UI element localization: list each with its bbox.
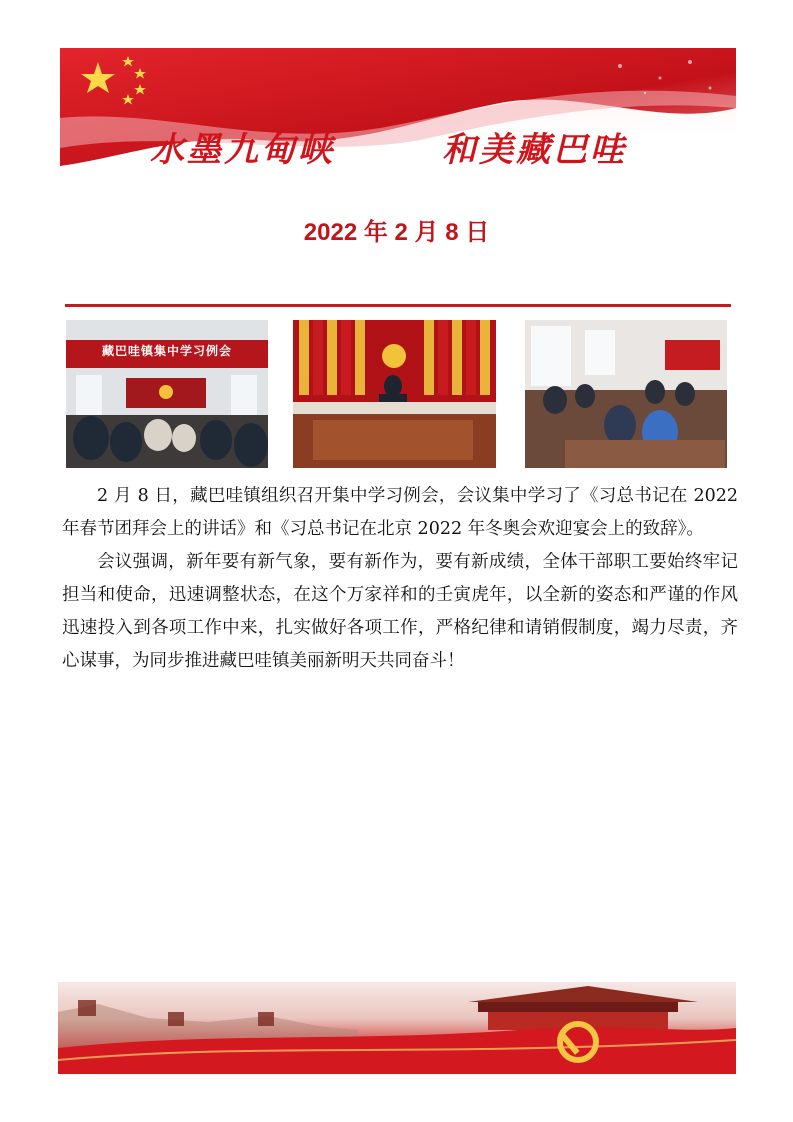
photo-podium [293, 320, 496, 468]
photo-caption: 藏巴哇镇集中学习例会 [101, 344, 232, 358]
banner-title-left: 水墨九甸峡 [150, 130, 335, 170]
header-banner [60, 48, 736, 174]
banner-title-right: 和美藏巴哇 [442, 130, 627, 170]
article-body [62, 480, 738, 678]
footer-banner [58, 982, 736, 1074]
photo-meeting-hall [66, 320, 268, 468]
footer-graphic [58, 982, 736, 1074]
divider-line [65, 304, 731, 307]
photo-attendees [525, 320, 727, 468]
issue-date: 2022 年 2 月 8 日 [303, 219, 490, 246]
party-emblem-icon [382, 344, 406, 368]
article-paragraph: 会议强调，新年要有新气象，要有新作为，要有新成绩，全体干部职工要始终牢记担当和使命，迅速调整状态，在这个万家祥和的壬寅虎年，以全新的姿态和严谨的作风迅速投入到各项工作中来，扎实做好各项工作，严格纪律和请销假制度，竭力尽责，齐心谋事，为同步推进藏巴哇镇美丽新明天共同奋斗！ [62, 552, 738, 671]
article-paragraph: 2 月 8 日，藏巴哇镇组织召开集中学习例会，会议集中学习了《习总书记在 2022 年春节团拜会上的讲话》和《习总书记在北京 2022 年冬奥会欢迎宴会上的致辞》。 [62, 486, 738, 539]
